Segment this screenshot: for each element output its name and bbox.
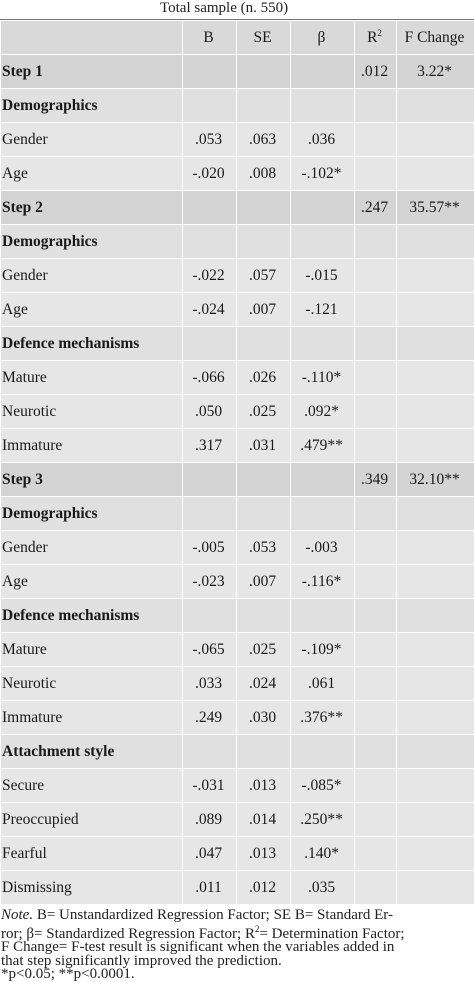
row-label: Immature [1, 429, 183, 463]
header-cell-se: SE [237, 21, 291, 55]
table-row [1, 667, 474, 701]
cell-f-change [397, 157, 474, 191]
cell-se: .013 [237, 837, 291, 871]
cell-se: .013 [237, 769, 291, 803]
table-row [1, 769, 474, 803]
group-row [1, 497, 474, 531]
cell-r2 [355, 89, 397, 123]
cell-b: .050 [183, 395, 237, 429]
note-lead: Note. [1, 907, 33, 923]
row-label: Immature [1, 701, 183, 735]
cell-r2 [355, 871, 397, 905]
group-row [1, 735, 474, 769]
cell-beta: .250** [291, 803, 355, 837]
cell-r2 [355, 531, 397, 565]
cell-b: -.020 [183, 157, 237, 191]
cell-beta [291, 55, 355, 89]
cell-f-change [397, 361, 474, 395]
cell-r2: .247 [355, 191, 397, 225]
row-label: Age [1, 293, 183, 327]
cell-se: .026 [237, 361, 291, 395]
table-row [1, 395, 474, 429]
table-row [1, 565, 474, 599]
cell-r2 [355, 293, 397, 327]
cell-se: .031 [237, 429, 291, 463]
cell-beta: .140* [291, 837, 355, 871]
cell-b: .011 [183, 871, 237, 905]
table-row [1, 871, 474, 905]
cell-se [237, 497, 291, 531]
cell-beta [291, 599, 355, 633]
cell-f-change [397, 497, 474, 531]
cell-b [183, 497, 237, 531]
header-cell-b: B [183, 21, 237, 55]
cell-beta [291, 327, 355, 361]
row-label: Secure [1, 769, 183, 803]
cell-se: .007 [237, 565, 291, 599]
cell-f-change [397, 225, 474, 259]
cell-beta: -.102* [291, 157, 355, 191]
cell-se: .053 [237, 531, 291, 565]
row-label: Defence mechanisms [1, 327, 183, 361]
cell-beta: -.110* [291, 361, 355, 395]
cell-se: .063 [237, 123, 291, 157]
row-label: Attachment style [1, 735, 183, 769]
row-label: Mature [1, 633, 183, 667]
cell-b: .047 [183, 837, 237, 871]
cell-f-change [397, 871, 474, 905]
cell-f-change [397, 327, 474, 361]
cell-r2: .012 [355, 55, 397, 89]
group-row [1, 89, 474, 123]
header-cell-f-change: F Change [397, 21, 474, 55]
table-row [1, 259, 474, 293]
cell-f-change [397, 565, 474, 599]
row-label: Gender [1, 259, 183, 293]
cell-f-change [397, 735, 474, 769]
cell-r2 [355, 565, 397, 599]
cell-b: -.066 [183, 361, 237, 395]
cell-se [237, 89, 291, 123]
table-row [1, 633, 474, 667]
cell-b [183, 89, 237, 123]
cell-beta [291, 225, 355, 259]
table-row [1, 701, 474, 735]
cell-b: .089 [183, 803, 237, 837]
row-label: Dismissing [1, 871, 183, 905]
row-label: Neurotic [1, 395, 183, 429]
note-line-4: that step significantly improved the prediction. [1, 955, 474, 969]
header-cell-beta: β [291, 21, 355, 55]
cell-se [237, 599, 291, 633]
row-label: Neurotic [1, 667, 183, 701]
cell-f-change [397, 701, 474, 735]
cell-f-change: 3.22* [397, 55, 474, 89]
row-label: Step 3 [1, 463, 183, 497]
cell-r2 [355, 769, 397, 803]
cell-b: -.031 [183, 769, 237, 803]
row-label: Demographics [1, 225, 183, 259]
cell-se [237, 191, 291, 225]
cell-beta: .035 [291, 871, 355, 905]
regression-table [0, 20, 474, 905]
cell-b [183, 55, 237, 89]
table-row [1, 803, 474, 837]
cell-r2 [355, 667, 397, 701]
cell-r2: .349 [355, 463, 397, 497]
cell-se [237, 463, 291, 497]
row-label: Defence mechanisms [1, 599, 183, 633]
row-label: Demographics [1, 497, 183, 531]
cell-r2 [355, 225, 397, 259]
cell-beta: .036 [291, 123, 355, 157]
cell-beta [291, 497, 355, 531]
note-line-3: F Change= F-test result is significant when the variables added in [1, 941, 474, 955]
cell-f-change [397, 667, 474, 701]
cell-beta: .479** [291, 429, 355, 463]
cell-r2 [355, 701, 397, 735]
cell-se: .030 [237, 701, 291, 735]
row-label: Step 1 [1, 55, 183, 89]
row-label: Age [1, 157, 183, 191]
header-row [1, 21, 474, 55]
r2-base: R [367, 29, 377, 46]
cell-b: -.024 [183, 293, 237, 327]
cell-f-change [397, 531, 474, 565]
step-row [1, 55, 474, 89]
cell-f-change [397, 89, 474, 123]
cell-se: .057 [237, 259, 291, 293]
table-row [1, 293, 474, 327]
cell-b [183, 463, 237, 497]
cell-se: .008 [237, 157, 291, 191]
cell-beta: .376** [291, 701, 355, 735]
cell-f-change [397, 769, 474, 803]
cell-b: .317 [183, 429, 237, 463]
cell-se [237, 55, 291, 89]
cell-se: .025 [237, 395, 291, 429]
note-text-1: B= Unstandardized Regression Factor; SE B= Standard Er- [33, 907, 393, 923]
cell-b: .053 [183, 123, 237, 157]
cell-beta [291, 191, 355, 225]
cell-beta [291, 463, 355, 497]
cell-r2 [355, 123, 397, 157]
cell-se: .007 [237, 293, 291, 327]
table-row [1, 361, 474, 395]
step-row [1, 191, 474, 225]
table-row [1, 837, 474, 871]
row-label: Preoccupied [1, 803, 183, 837]
cell-f-change [397, 259, 474, 293]
cell-se [237, 225, 291, 259]
cell-r2 [355, 837, 397, 871]
table-row [1, 531, 474, 565]
cell-f-change [397, 123, 474, 157]
row-label: Mature [1, 361, 183, 395]
note-superscript: 2 [255, 924, 260, 934]
header-cell-empty [1, 21, 183, 55]
cell-beta: .061 [291, 667, 355, 701]
note-line-5: *p<0.05; **p<0.0001. [1, 968, 474, 982]
cell-se: .014 [237, 803, 291, 837]
row-label: Demographics [1, 89, 183, 123]
row-label: Fearful [1, 837, 183, 871]
cell-beta [291, 735, 355, 769]
cell-r2 [355, 735, 397, 769]
cell-r2 [355, 803, 397, 837]
row-label: Gender [1, 531, 183, 565]
cell-beta: .092* [291, 395, 355, 429]
cell-b: -.022 [183, 259, 237, 293]
cell-f-change [397, 803, 474, 837]
cell-b: .033 [183, 667, 237, 701]
cell-f-change [397, 429, 474, 463]
row-label: Age [1, 565, 183, 599]
cell-b [183, 735, 237, 769]
cell-beta: -.109* [291, 633, 355, 667]
cell-b [183, 599, 237, 633]
cell-b: .249 [183, 701, 237, 735]
cell-f-change [397, 395, 474, 429]
table-row [1, 429, 474, 463]
note-text-2: ror; β= Standardized Regression Factor; R [1, 926, 255, 942]
cell-se [237, 327, 291, 361]
group-row [1, 599, 474, 633]
cell-beta: -.085* [291, 769, 355, 803]
cell-r2 [355, 633, 397, 667]
group-row [1, 327, 474, 361]
cell-r2 [355, 395, 397, 429]
cell-r2 [355, 157, 397, 191]
cell-f-change: 32.10** [397, 463, 474, 497]
step-row [1, 463, 474, 497]
cell-r2 [355, 361, 397, 395]
cell-b: -.065 [183, 633, 237, 667]
cell-b: -.005 [183, 531, 237, 565]
cell-se [237, 735, 291, 769]
note-line-1 [1, 909, 474, 923]
cell-r2 [355, 429, 397, 463]
cell-se: .024 [237, 667, 291, 701]
cell-b [183, 225, 237, 259]
cell-b: -.023 [183, 565, 237, 599]
cell-f-change [397, 599, 474, 633]
cell-r2 [355, 599, 397, 633]
cell-r2 [355, 327, 397, 361]
cell-beta: -.015 [291, 259, 355, 293]
table-caption: Total sample (n. 550) [0, 0, 474, 20]
cell-f-change [397, 633, 474, 667]
header-cell-r2 [355, 21, 397, 55]
row-label: Step 2 [1, 191, 183, 225]
cell-beta: -.121 [291, 293, 355, 327]
note-text-2-tail: = Determination Factor; [259, 926, 404, 942]
cell-beta: -.003 [291, 531, 355, 565]
cell-r2 [355, 259, 397, 293]
table-row [1, 157, 474, 191]
table-body [1, 55, 474, 905]
table-note [0, 905, 474, 982]
cell-beta: -.116* [291, 565, 355, 599]
cell-b [183, 327, 237, 361]
table-row [1, 123, 474, 157]
cell-f-change: 35.57** [397, 191, 474, 225]
r2-superscript: 2 [377, 28, 382, 38]
cell-f-change [397, 293, 474, 327]
row-label: Gender [1, 123, 183, 157]
cell-f-change [397, 837, 474, 871]
cell-se: .012 [237, 871, 291, 905]
cell-beta [291, 89, 355, 123]
cell-b [183, 191, 237, 225]
group-row [1, 225, 474, 259]
cell-se: .025 [237, 633, 291, 667]
cell-r2 [355, 497, 397, 531]
